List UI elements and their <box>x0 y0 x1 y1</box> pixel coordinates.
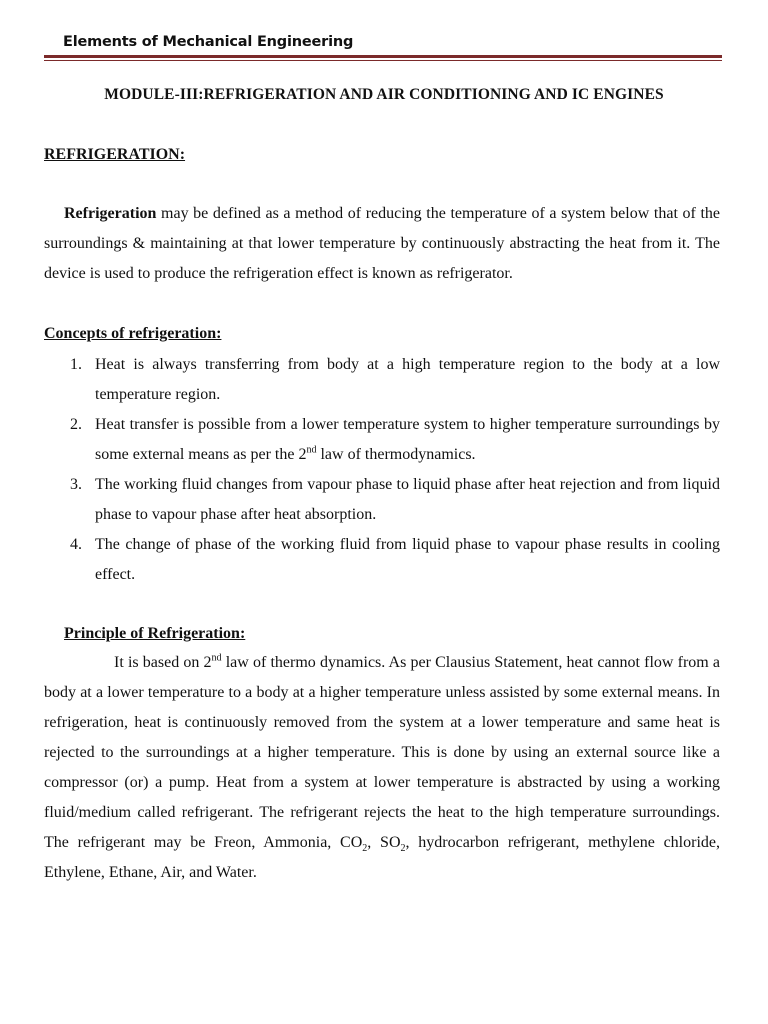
module-title: MODULE-III:REFRIGERATION AND AIR CONDITIONING AND IC ENGINES <box>104 86 664 103</box>
principle-title: Principle of Refrigeration: <box>64 625 246 642</box>
list-item-number: 3. <box>70 476 82 493</box>
header-rule-thin <box>44 60 722 61</box>
subscript: 2 <box>362 843 368 855</box>
principle-text-2: law of thermo dynamics. As per Clausius Statement, heat cannot flow from a body at a lower temperature to a body at a higher temperature unless assisted by some external means. In refrigeration, heat is continuously removed from the system at a lower temperature and same heat is rejected to the surroundings at a higher temperature. This is done by using an external source like a compressor (or) a pump. Heat from a system at lower temperature is abstracted by using a working fluid/medium called refrigerant. The refrigerant rejects the heat to the high temperature surroundings. The refrigerant may be Freon, Ammonia, CO <box>44 654 721 851</box>
list-item-text: Heat transfer is possible from a lower temperature system to higher temperature surroundings by some external means as per the 2 <box>95 416 720 463</box>
list-item-text: The change of phase of the working fluid from liquid phase to vapour phase results in cooling effect. <box>95 536 720 583</box>
section-title: REFRIGERATION: <box>44 146 186 163</box>
concepts-list <box>66 350 720 590</box>
superscript: nd <box>306 444 317 456</box>
principle-text-1: It is based on 2 <box>114 654 212 671</box>
header-rule-thick <box>44 55 722 58</box>
principle-text-4: , hydrocarbon refrigerant, methylene chloride, Ethylene, Ethane, Air, and Water. <box>44 834 720 881</box>
list-item <box>66 530 720 590</box>
list-item-number: 1. <box>70 356 82 373</box>
list-item-number: 4. <box>70 536 82 553</box>
list-item <box>66 410 720 470</box>
intro-text: may be defined as a method of reducing the temperature of a system below that of the surroundings & maintaining at that lower temperature by continuously abstracting the heat from it. The device is used to produce the refrigeration effect is known as refrigerator. <box>44 205 720 282</box>
list-item-text: Heat is always transferring from body at a high temperature region to the body at a low temperature region. <box>95 356 720 403</box>
intro-paragraph <box>44 199 720 289</box>
principle-paragraph <box>44 648 720 888</box>
running-header-title: Elements of Mechanical Engineering <box>63 34 354 50</box>
principle-text-3: , SO <box>367 834 401 851</box>
superscript: nd <box>211 652 222 664</box>
list-item-number: 2. <box>70 416 82 433</box>
list-item-text-after: law of thermodynamics. <box>316 446 476 463</box>
concepts-title: Concepts of refrigeration: <box>44 325 222 342</box>
header-rule <box>44 55 722 62</box>
list-item <box>66 350 720 410</box>
list-item <box>66 470 720 530</box>
list-item-text: The working fluid changes from vapour phase to liquid phase after heat rejection and from liquid phase to vapour phase after heat absorption. <box>95 476 720 523</box>
intro-term: Refrigeration <box>64 205 157 222</box>
subscript: 2 <box>400 843 406 855</box>
